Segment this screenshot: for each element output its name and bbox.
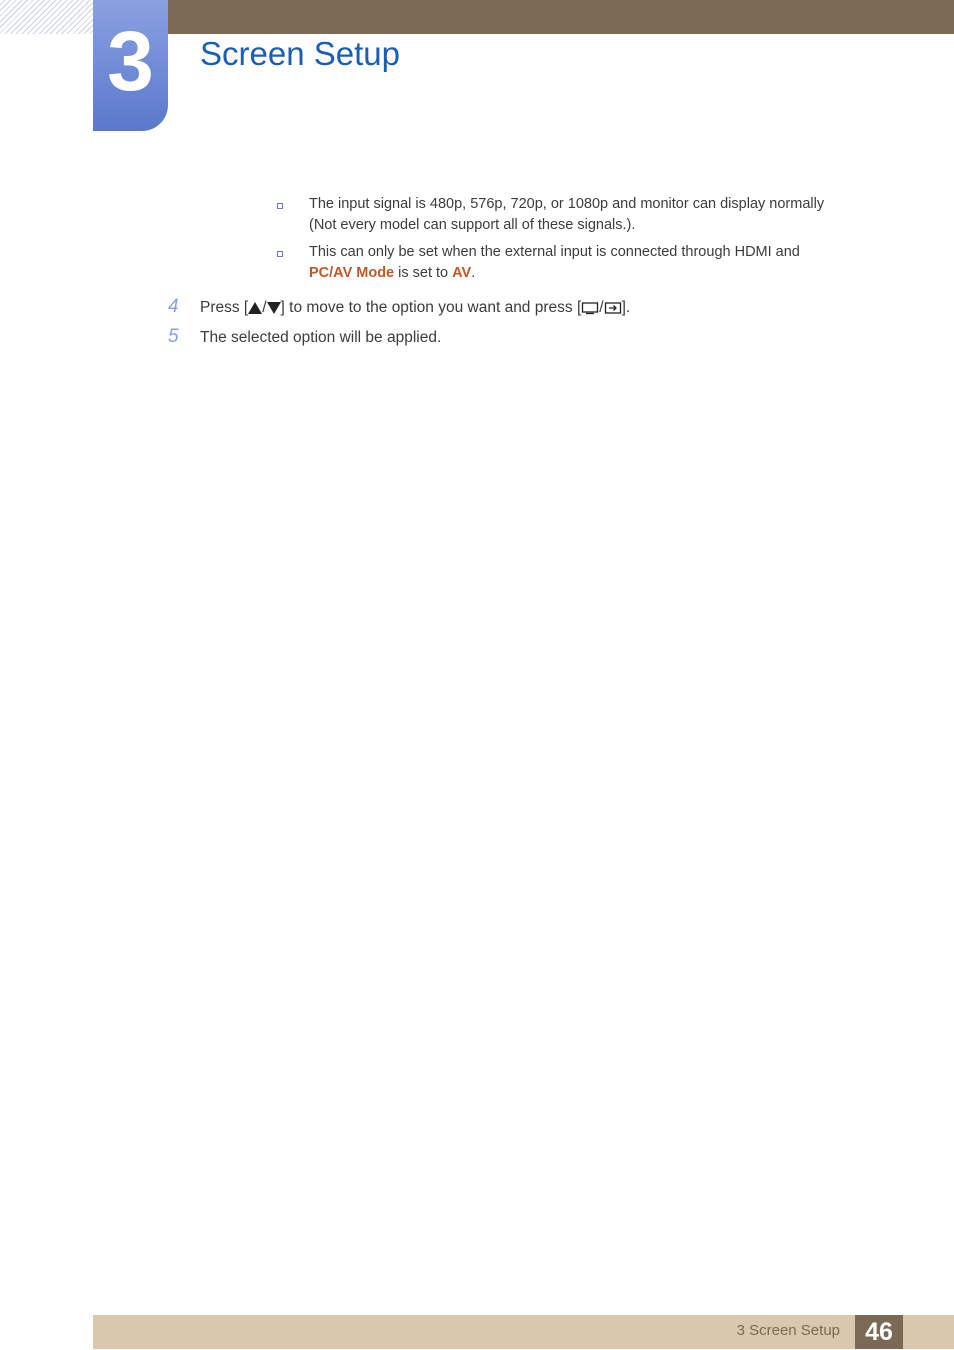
note-1-line-2: (Not every model can support all of these signals.).	[309, 217, 636, 233]
step-number-4: 4	[168, 296, 179, 317]
source-enter-icon	[604, 301, 622, 315]
pc-av-mode-label: PC/AV Mode	[309, 265, 395, 281]
note-2-line-1: This can only be set when the external input is connected through HDMI and	[309, 244, 800, 260]
chapter-tab	[93, 0, 168, 131]
monitor-icon	[581, 301, 599, 315]
header-bar	[168, 0, 954, 34]
chapter-number: 3	[107, 13, 154, 108]
step-5-text: The selected option will be applied.	[200, 329, 442, 346]
note-1	[309, 194, 849, 236]
footer-section-label: 3 Screen Setup	[736, 1322, 840, 1339]
up-triangle-icon	[248, 302, 262, 314]
step-4-text: Press [ / ] to move to the option you want and press [ / ].	[200, 299, 631, 316]
note-2	[309, 242, 849, 284]
down-triangle-icon	[267, 302, 281, 314]
chapter-title: Screen Setup	[200, 35, 400, 72]
note-2-line-2: PC/AV Mode is set to AV.	[309, 265, 476, 281]
step-number-5: 5	[168, 326, 179, 347]
note-1-line-1: The input signal is 480p, 576p, 720p, or 1080p and monitor can display normally	[309, 196, 825, 212]
corner-hatch-decoration	[0, 0, 93, 34]
note-bullet-icon	[277, 203, 283, 209]
av-label: AV	[452, 265, 472, 281]
note-bullet-icon	[277, 251, 283, 257]
page-number: 46	[855, 1315, 903, 1349]
